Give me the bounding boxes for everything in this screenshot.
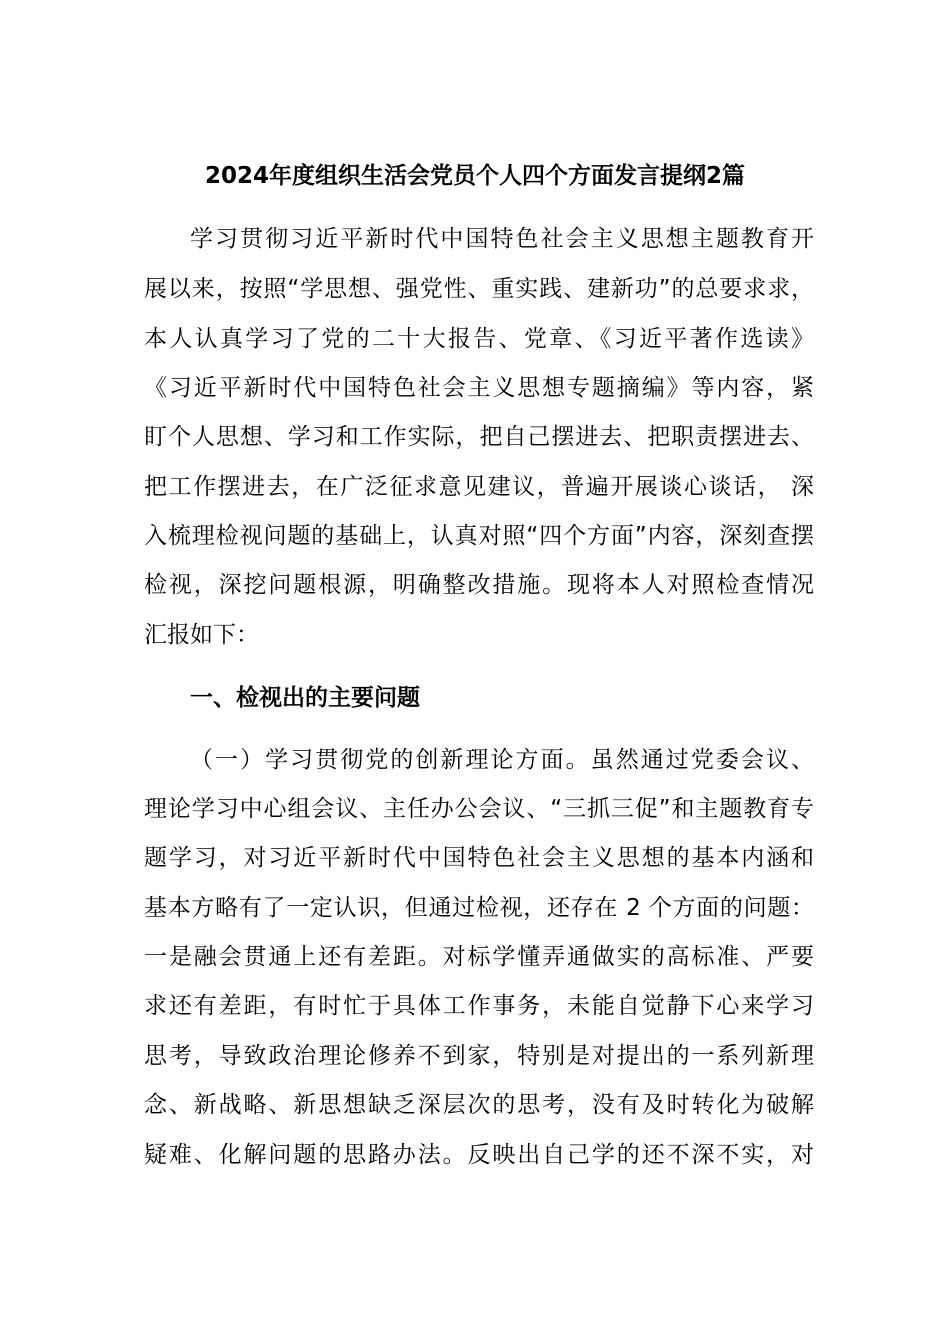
body-line: （一）学习贯彻党的创新理论方面。虽然通过党委会议、: [190, 747, 814, 773]
body-line: 念、新战略、新思想缺乏深层次的思考，没有及时转化为破解: [144, 1092, 814, 1118]
body-line: 基本方略有了一定认识，但通过检视，还存在 2 个方面的问题：: [144, 895, 814, 921]
body-line: 求还有差距，有时忙于具体工作事务，未能自觉静下心来学习: [144, 993, 814, 1019]
intro-line: 汇报如下：: [144, 622, 259, 648]
body-line: 理论学习中心组会议、主任办公会议、“三抓三促”和主题教育专: [144, 796, 814, 822]
body-line: 思考，导致政治理论修养不到家，特别是对提出的一系列新理: [144, 1043, 814, 1069]
intro-line: 学习贯彻习近平新时代中国特色社会主义思想主题教育开: [190, 226, 814, 252]
body-line: 疑难、化解问题的思路办法。反映出自己学的还不深不实，对: [144, 1142, 814, 1168]
intro-line: 检视，深挖问题根源，明确整改措施。现将本人对照检查情况: [144, 572, 814, 598]
intro-line: 本人认真学习了党的二十大报告、党章、《习近平著作选读》: [144, 326, 814, 352]
document-title: 2024年度组织生活会党员个人四个方面发言提纲2篇: [204, 163, 746, 189]
section-heading: 一、检视出的主要问题: [190, 685, 420, 711]
intro-line: 展以来，按照“学思想、强党性、重实践、建新功”的总要求求，: [144, 276, 814, 302]
intro-line: 把工作摆进去，在广泛征求意见建议，普遍开展谈心谈话， 深: [144, 474, 814, 500]
intro-line: 盯个人思想、学习和工作实际，把自己摆进去、把职责摆进去、: [144, 424, 814, 450]
intro-line: 《习近平新时代中国特色社会主义思想专题摘编》等内容，紧: [144, 375, 814, 401]
intro-line: 入梳理检视问题的基础上，认真对照“四个方面”内容，深刻查摆: [144, 523, 814, 549]
body-line: 一是融会贯通上还有差距。对标学懂弄通做实的高标准、严要: [144, 944, 814, 970]
body-line: 题学习，对习近平新时代中国特色社会主义思想的基本内涵和: [144, 845, 814, 871]
